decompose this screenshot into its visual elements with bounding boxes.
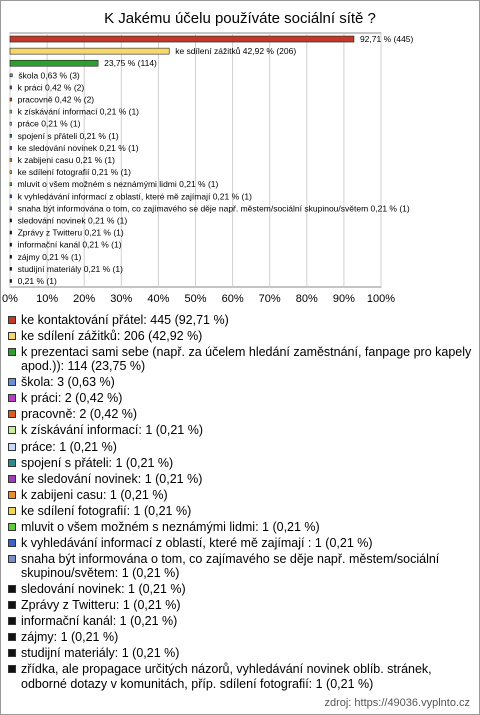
legend-label: mluvit o všem možném s neznámými lidmi: 1 (0,21 %) bbox=[21, 519, 320, 534]
legend-label: škola: 3 (0,63 %) bbox=[21, 375, 115, 390]
legend-swatch bbox=[8, 426, 16, 434]
legend-swatch bbox=[8, 601, 16, 609]
bar-label: Zprávy z Twitteru 0,21 % (1) bbox=[17, 227, 124, 238]
bar-chart bbox=[0, 0, 480, 310]
legend-item bbox=[8, 520, 472, 534]
legend-item bbox=[8, 472, 472, 486]
bar bbox=[10, 279, 12, 282]
source-note: zdroj: https://49036.vyplnto.cz bbox=[324, 697, 470, 709]
legend-swatch bbox=[8, 507, 16, 515]
bar bbox=[10, 255, 12, 258]
bar bbox=[10, 48, 169, 54]
x-tick-label: 20% bbox=[73, 293, 96, 305]
bar bbox=[10, 36, 354, 42]
legend-item bbox=[8, 662, 472, 690]
bar-label: ke sdílení zážitků 42,92 % (206) bbox=[175, 46, 297, 57]
legend-item bbox=[8, 504, 472, 518]
x-tick-label: 60% bbox=[221, 293, 244, 305]
legend-label: k získávání informací: 1 (0,21 %) bbox=[21, 423, 204, 438]
x-tick-label: 10% bbox=[36, 293, 59, 305]
legend-swatch bbox=[8, 378, 16, 386]
legend-swatch bbox=[8, 633, 16, 641]
bar bbox=[10, 146, 12, 149]
legend-label: práce: 1 (0,21 %) bbox=[21, 439, 117, 454]
chart-title: K Jakému účelu používáte sociální sítě ? bbox=[104, 10, 376, 27]
bar-label: 92,71 % (445) bbox=[359, 34, 414, 45]
x-tick-label: 90% bbox=[332, 293, 355, 305]
legend-item bbox=[8, 646, 472, 660]
legend-label: Zprávy z Twitteru: 1 (0,21 %) bbox=[21, 598, 181, 613]
bar bbox=[10, 183, 12, 186]
legend-label: snaha být informována o tom, co zajímavého se děje např. městem/sociální skupinou/světem: 1 (0,21 %) bbox=[21, 551, 440, 581]
legend-label: pracovně: 2 (0,42 %) bbox=[21, 407, 138, 422]
legend-swatch bbox=[8, 539, 16, 547]
legend-item bbox=[8, 329, 472, 343]
legend-swatch bbox=[8, 555, 16, 563]
legend-item bbox=[8, 630, 472, 644]
legend-swatch bbox=[8, 348, 16, 356]
bar-label: ke sdílení fotografií 0,21 % (1) bbox=[17, 167, 132, 178]
bar bbox=[10, 134, 12, 137]
legend-label: k prezentaci sami sebe (např. za účelem hledání zaměstnání, fanpage pro kapely apod.)): 114 (23,75 %) bbox=[21, 345, 472, 374]
legend-swatch bbox=[8, 394, 16, 402]
legend-swatch bbox=[8, 332, 16, 340]
legend-label: informační kanál: 1 (0,21 %) bbox=[21, 614, 178, 629]
bar bbox=[10, 98, 12, 101]
bar-label: snaha být informována o tom, co zajímavého se děje např. městem/sociální skupinou/světem 0,21 % (1) bbox=[17, 203, 410, 214]
legend-item bbox=[8, 345, 472, 373]
bar bbox=[10, 171, 12, 174]
bar-label: k práci 0,42 % (2) bbox=[17, 82, 85, 93]
legend-swatch bbox=[8, 475, 16, 483]
legend-swatch bbox=[8, 649, 16, 657]
legend-item bbox=[8, 423, 472, 437]
bar bbox=[10, 159, 12, 162]
bar bbox=[10, 195, 12, 198]
legend-item bbox=[8, 440, 472, 454]
bar bbox=[10, 231, 12, 234]
x-tick-label: 30% bbox=[110, 293, 133, 305]
legend-item bbox=[8, 313, 472, 327]
bar-label: 23,75 % (114) bbox=[104, 58, 157, 69]
bar-label: škola 0,63 % (3) bbox=[18, 70, 80, 81]
legend-label: spojení s přáteli: 1 (0,21 %) bbox=[21, 455, 174, 470]
legend-swatch bbox=[8, 491, 16, 499]
legend-swatch bbox=[8, 665, 16, 673]
legend-label: studijní materiály: 1 (0,21 %) bbox=[21, 646, 180, 661]
legend-item bbox=[8, 598, 472, 612]
legend-label: ke sdílení fotografií: 1 (0,21 %) bbox=[21, 503, 192, 518]
bar-label: k vyhledávání informací z oblastí, které mě zajímají 0,21 % (1) bbox=[17, 191, 252, 202]
bar-label: práce 0,21 % (1) bbox=[17, 118, 81, 129]
bar-label: mluvit o všem možném s neznámými lidmi 0,21 % (1) bbox=[17, 179, 219, 190]
legend-label: zájmy: 1 (0,21 %) bbox=[21, 630, 119, 645]
legend-swatch bbox=[8, 523, 16, 531]
legend-item bbox=[8, 456, 472, 470]
bar bbox=[10, 60, 98, 66]
legend-item bbox=[8, 375, 472, 389]
bar bbox=[10, 267, 12, 270]
legend-swatch bbox=[8, 443, 16, 451]
bar-label: 0,21 % (1) bbox=[17, 275, 57, 286]
legend-swatch bbox=[8, 410, 16, 418]
bar-label: pracovně 0,42 % (2) bbox=[17, 94, 95, 105]
bar-label: informační kanál 0,21 % (1) bbox=[17, 239, 122, 250]
x-tick-label: 100% bbox=[366, 293, 396, 305]
legend-item bbox=[8, 614, 472, 628]
bar bbox=[10, 207, 12, 210]
legend-swatch bbox=[8, 585, 16, 593]
bar-label: ke sledování novinek 0,21 % (1) bbox=[17, 142, 139, 153]
legend-label: zřídka, ale propagace určitých názorů, vyhledávání novinek oblíb. stránek, odborné dotazy v komunitách, příp. sdílení fotografií: 1 (0,21 %) bbox=[21, 662, 432, 691]
bar-label: studijní materiály 0,21 % (1) bbox=[17, 263, 123, 274]
bar bbox=[10, 243, 12, 246]
legend-item bbox=[8, 407, 472, 421]
legend-item bbox=[8, 488, 472, 502]
legend-label: ke kontaktování přátel: 445 (92,71 %) bbox=[21, 313, 229, 327]
bar-label: spojení s přáteli 0,21 % (1) bbox=[17, 130, 119, 141]
bar bbox=[10, 74, 12, 77]
legend-label: ke sledování novinek: 1 (0,21 %) bbox=[21, 471, 203, 486]
legend-label: sledování novinek: 1 (0,21 %) bbox=[21, 582, 186, 597]
legend bbox=[8, 313, 472, 693]
bar-label: zájmy 0,21 % (1) bbox=[17, 251, 82, 262]
legend-label: k vyhledávání informací z oblastí, které mě zajímají : 1 (0,21 %) bbox=[21, 535, 373, 550]
legend-item bbox=[8, 582, 472, 596]
legend-label: k zabijeni casu: 1 (0,21 %) bbox=[21, 487, 168, 502]
bar bbox=[10, 219, 12, 222]
bar bbox=[10, 86, 12, 89]
legend-label: ke sdílení zážitků: 206 (42,92 %) bbox=[21, 329, 203, 344]
legend-swatch bbox=[8, 316, 16, 324]
x-tick-label: 0% bbox=[2, 293, 18, 305]
bar bbox=[10, 110, 12, 113]
legend-label: k práci: 2 (0,42 %) bbox=[21, 391, 123, 406]
bar-label: k zabijeni casu 0,21 % (1) bbox=[17, 155, 115, 165]
bar-label: sledování novinek 0,21 % (1) bbox=[17, 215, 128, 226]
x-tick-label: 40% bbox=[147, 293, 170, 305]
bar-label: k získávání informací 0,21 % (1) bbox=[17, 106, 140, 117]
legend-swatch bbox=[8, 617, 16, 625]
legend-item bbox=[8, 391, 472, 405]
bar bbox=[10, 122, 12, 125]
legend-item bbox=[8, 552, 472, 580]
x-tick-label: 70% bbox=[258, 293, 281, 305]
legend-swatch bbox=[8, 459, 16, 467]
legend-item bbox=[8, 536, 472, 550]
x-tick-label: 50% bbox=[184, 293, 207, 305]
x-tick-label: 80% bbox=[295, 293, 318, 305]
